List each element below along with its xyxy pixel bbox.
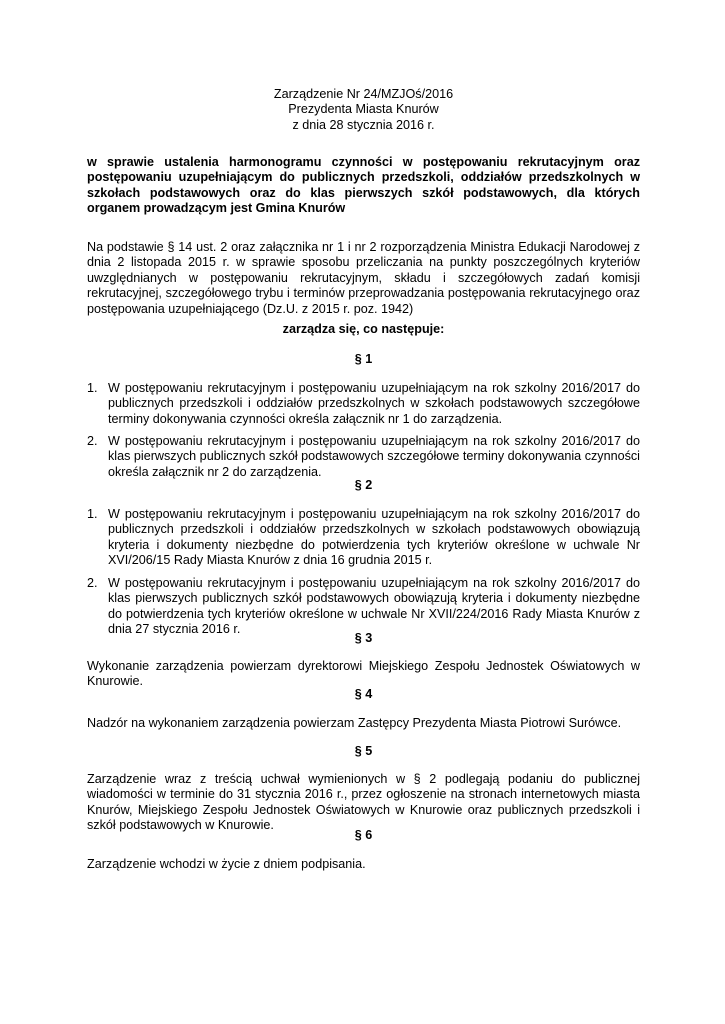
- subject-heading: w sprawie ustalenia harmonogramu czynności w postępowaniu rekrutacyjnym oraz postępowaniu uzupełniającym do publicznych przedszkoli, oddziałów przedszkolnych w szkołach podstawowych oraz do klas pierwszych szkół podstawowych, dla których organem prowadzącym jest Gmina Knurów: [87, 155, 640, 216]
- item-number: 2.: [87, 576, 98, 590]
- section-mark-1: § 1: [354, 352, 373, 366]
- item-text: W postępowaniu rekrutacyjnym i postępowaniu uzupełniającym na rok szkolny 2016/2017 do publicznych przedszkoli i oddziałów przedszkolnych w szkołach podstawowych obowiązują kryteria i dokumenty niezbędne do potwierdzenia tych kryteriów określone w uchwale Nr XVI/206/15 Rady Miasta Knurów z dnia 16 grudnia 2015 r.: [108, 507, 640, 568]
- list-item: [87, 381, 640, 427]
- issuer: Prezydenta Miasta Knurów: [288, 102, 439, 117]
- section-mark-2: § 2: [354, 478, 373, 492]
- document-header: [87, 87, 640, 133]
- legal-basis-paragraph: Na podstawie § 14 ust. 2 oraz załącznika nr 1 i nr 2 rozporządzenia Ministra Edukacji Narodowej z dnia 2 listopada 2015 r. w sprawie sposobu przeliczania na punkty poszczególnych kryteriów uwzględnianych w postępowaniu rekrutacyjnym, składu i szczegółowych zadań komisji rekrutacyjnej, szczegółowego trybu i terminów przeprowadzania postępowania rekrutacyjnego oraz postępowania uzupełniającego (Dz.U. z 2015 r. poz. 1942): [87, 240, 640, 316]
- item-text: W postępowaniu rekrutacyjnym i postępowaniu uzupełniającym na rok szkolny 2016/2017 do klas pierwszych publicznych szkół podstawowych szczegółowe terminy dokonywania czynności określa załącznik nr 2 do zarządzenia.: [108, 434, 640, 479]
- decree-line: zarządza się, co następuje:: [282, 322, 445, 336]
- item-number: 1.: [87, 507, 98, 521]
- section-6-text: Zarządzenie wchodzi w życie z dniem podpisania.: [87, 857, 366, 871]
- item-text: W postępowaniu rekrutacyjnym i postępowaniu uzupełniającym na rok szkolny 2016/2017 do publicznych przedszkoli i oddziałów przedszkolnych w szkołach podstawowych szczegółowe terminy dokonywania czynności określa załącznik nr 1 do zarządzenia.: [108, 381, 640, 426]
- item-number: 1.: [87, 381, 98, 395]
- section-mark-4: § 4: [354, 687, 373, 701]
- document-number: Zarządzenie Nr 24/MZJOś/2016: [273, 87, 454, 101]
- list-item: [87, 434, 640, 480]
- issue-date: z dnia 28 stycznia 2016 r.: [292, 117, 435, 132]
- section-mark-5: § 5: [354, 744, 373, 758]
- section-mark-6: § 6: [354, 828, 373, 842]
- section-5-text: Zarządzenie wraz z treścią uchwał wymienionych w § 2 podlegają podaniu do publicznej wiadomości w terminie do 31 stycznia 2016 r., przez ogłoszenie na stronach internetowych miasta Knurów, Miejskiego Zespołu Jednostek Oświatowych w Knurowie oraz publicznych przedszkoli i szkół podstawowych w Knurowie.: [87, 772, 640, 833]
- list-item: [87, 576, 640, 638]
- item-number: 2.: [87, 434, 98, 448]
- list-item: [87, 507, 640, 569]
- item-text: W postępowaniu rekrutacyjnym i postępowaniu uzupełniającym na rok szkolny 2016/2017 do klas pierwszych publicznych szkół podstawowych obowiązują kryteria i dokumenty niezbędne do potwierdzenia tych kryteriów określone w uchwale Nr XVII/224/2016 Rady Miasta Knurów z dnia 27 stycznia 2016 r.: [108, 576, 640, 637]
- section-mark-3: § 3: [354, 631, 373, 645]
- section-3-text: Wykonanie zarządzenia powierzam dyrektorowi Miejskiego Zespołu Jednostek Oświatowych w Knurowie.: [87, 659, 640, 689]
- section-4-text: Nadzór na wykonaniem zarządzenia powierzam Zastępcy Prezydenta Miasta Piotrowi Surówce.: [87, 716, 622, 730]
